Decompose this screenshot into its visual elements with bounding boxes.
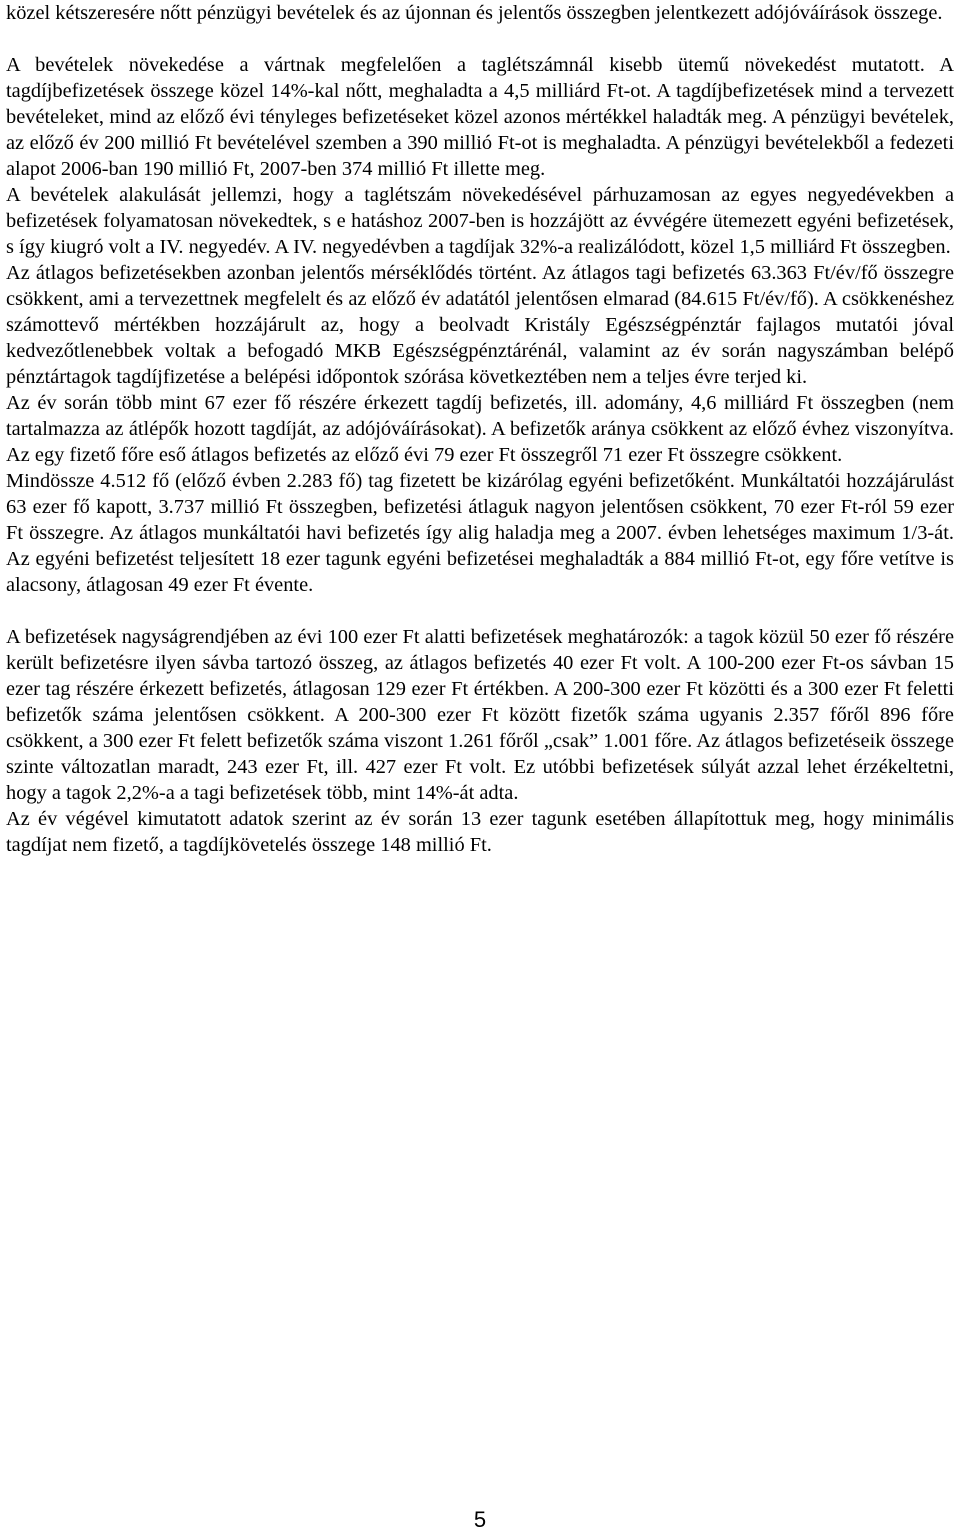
- page-number: 5: [473, 1507, 487, 1532]
- paragraph-revenue-growth: A bevételek növekedése a vártnak megfelelően a taglétszámnál kisebb ütemű növekedést mutatott. A tagdíjbefizetések összege közel 14%-kal nőtt, meghaladta a 4,5 milliárd Ft-ot. A tagdíjbefizetések mind a tervezett bevételeket, mind az előző évi tényleges befizetéseket közel azonos mértékkel haladták meg. A pénzügyi bevételek, az előző év 200 millió Ft bevételével szemben a 390 millió Ft-ot is meghaladta. A pénzügyi bevételekből a fedezeti alapot 2006-ban 190 millió Ft, 2007-ben 374 millió Ft illette meg.: [6, 54, 954, 180]
- paragraph-contribution-bands: A befizetések nagyságrendjében az évi 100 ezer Ft alatti befizetések meghatározók: a tagok közül 50 ezer fő részére került befizetésre ilyen sávba tartozó összeg, az átlagos befizetés 40 ezer Ft volt. A 100-200 ezer Ft-os sávban 15 ezer tag részére érkezett befizetés, átlagosan 129 ezer Ft értékben. A 200-300 ezer Ft közötti és a 300 ezer Ft feletti befizetők száma jelentősen csökkent. A 200-300 ezer Ft között fizetők száma ugyanis 2.357 főről 896 főre csökkent, a 300 ezer Ft felett befizetők száma viszont 1.261 főről „csak” 1.001 főre. Az átlagos befizetéseik összege szinte változatlan maradt, 243 ezer Ft, ill. 427 ezer Ft volt. Ez utóbbi befizetések súlyát azzal lehet érzékeltetni, hogy a tagok 2,2%-a a tagi befizetések több, mint 14%-át adta.: [6, 626, 954, 804]
- paragraph-unpaid-members: Az év végével kimutatott adatok szerint az év során 13 ezer tagunk esetében állapítottuk meg, hogy minimális tagdíjat nem fizető, a tagdíjkövetelés összege 148 millió Ft.: [6, 808, 954, 856]
- paragraph-intro-fragment: közel kétszeresére nőtt pénzügyi bevételek és az újonnan és jelentős összegben jelentkezett adójóváírások összege.: [6, 2, 943, 24]
- paragraph-quarterly-trend: A bevételek alakulását jellemzi, hogy a taglétszám növekedésével párhuzamosan az egyes negyedévekben a befizetések folyamatosan növekedtek, s e hatáshoz 2007-ben is hozzájött az évvégére ütemezett egyéni befizetések, s így kiugró volt a IV. negyedév. A IV. negyedévben a tagdíjak 32%-a realizálódott, közel 1,5 milliárd Ft összegben.: [6, 184, 954, 258]
- paragraph-contributor-count: Az év során több mint 67 ezer fő részére érkezett tagdíj befizetés, ill. adomány, 4,6 milliárd Ft összegben (nem tartalmazza az átlépők hozott tagdíját, az adójóváírásokat). A befizetők aránya csökkent az előző évhez viszonyítva. Az egy fizető főre eső átlagos befizetés az előző évi 79 ezer Ft összegről 71 ezer Ft összegre csökkent.: [6, 392, 954, 466]
- paragraph-average-contribution: Az átlagos befizetésekben azonban jelentős mérséklődés történt. Az átlagos tagi befizetés 63.363 Ft/év/fő összegre csökkent, ami a tervezettnek megfelelt és az előző év adatától jelentősen elmarad (84.615 Ft/év/fő). A csökkenéshez számottevő mértékben hozzájárult az, hogy a beolvadt Kristály Egészségpénztár fajlagos mutatói jóval kedvezőtlenebbek voltak a befogadó MKB Egészségpénztárénál, valamint az év során nagyszámban belépő pénztártagok tagdíjfizetése a belépési időpontok szórása következtében nem a teljes évre terjed ki.: [6, 262, 954, 388]
- document-body: [6, 0, 954, 858]
- paragraph-employer-contribution: Mindössze 4.512 fő (előző évben 2.283 fő) tag fizetett be kizárólag egyéni befizetőként. Munkáltatói hozzájárulást 63 ezer fő kapott, 3.737 millió Ft összegben, befizetési átlaguk nagyon jelentősen csökkent, 70 ezer Ft-ról 59 ezer Ft összegre. Az átlagos munkáltatói havi befizetés így alig haladja meg a 2007. évben lehetséges maximum 1/3-át. Az egyéni befizetést teljesített 18 ezer tagunk egyéni befizetései meghaladták a 884 millió Ft-ot, egy főre vetítve is alacsony, átlagosan 49 ezer Ft évente.: [6, 470, 954, 596]
